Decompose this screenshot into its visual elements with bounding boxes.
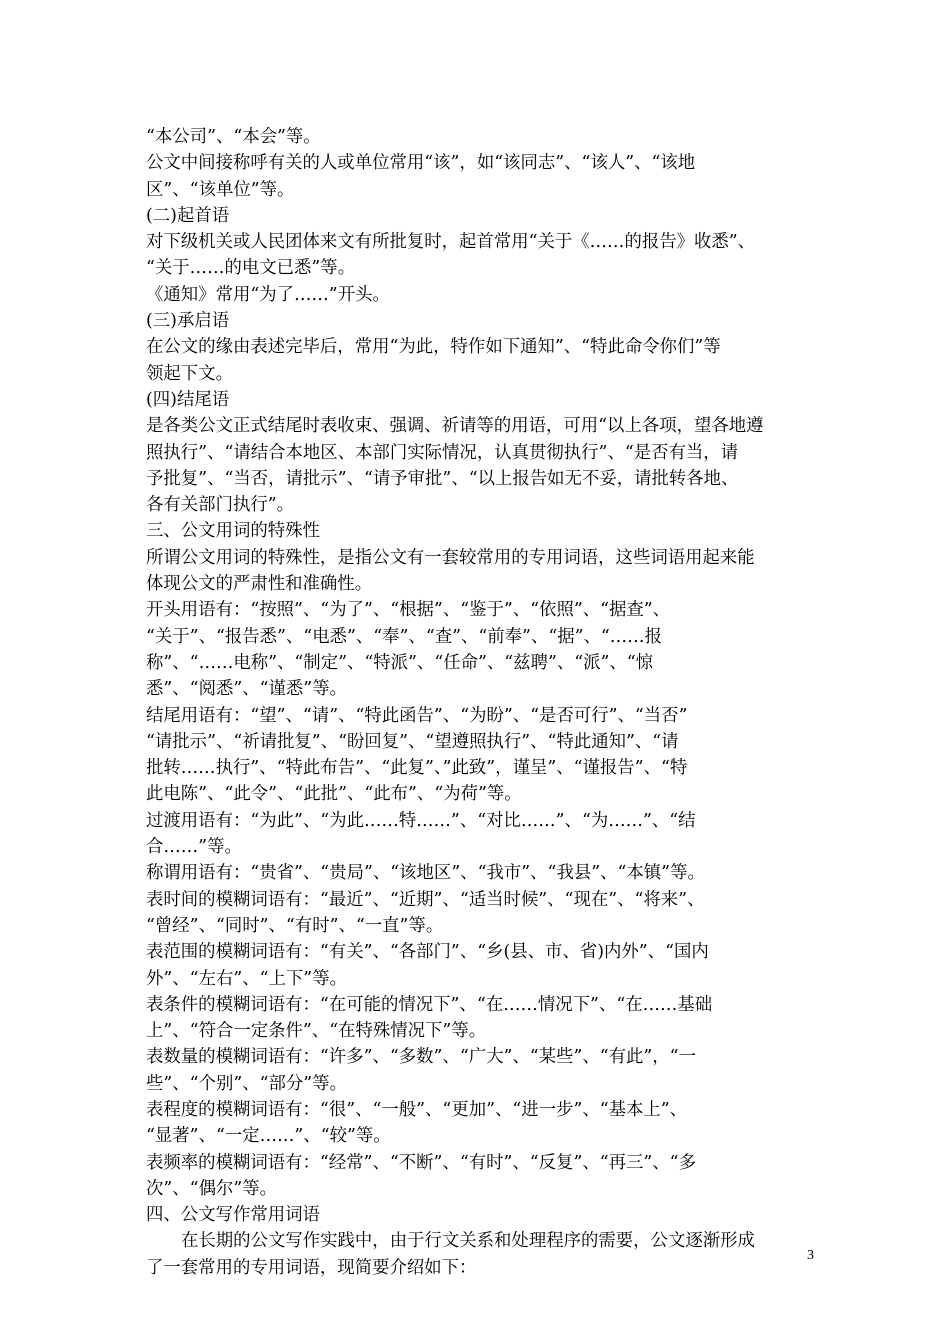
text-line: 对下级机关或人民团体来文有所批复时，起首常用“关于《……的报告》收悉”、 bbox=[146, 232, 756, 253]
text-line: 表数量的模糊词语有：“许多”、“多数”、“广大”、“某些”、“有此”，“一 bbox=[146, 1047, 696, 1068]
text-line: 些”、“个别”、“部分”等。 bbox=[146, 1073, 347, 1094]
body-text bbox=[146, 124, 812, 1281]
text-line: 称谓用语有：“贵省”、“贵局”、“该地区”、“我市”、“我县”、“本镇”等。 bbox=[146, 863, 705, 884]
text-line: 表程度的模糊词语有：“很”、“一般”、“更加”、“进一步”、“基本上”、 bbox=[146, 1099, 688, 1120]
text-line: 区”、“该单位”等。 bbox=[146, 179, 295, 200]
text-line: “关于”、“报告悉”、“电悉”、“奉”、“查”、“前奉”、“据”、“……报 bbox=[146, 626, 662, 647]
text-line: “曾经”、“同时”、“有时”、“一直”等。 bbox=[146, 915, 444, 936]
section-heading-changyongciyu: 四、公文写作常用词语 bbox=[146, 1205, 320, 1226]
section-heading-qishouyu: (二)起首语 bbox=[146, 205, 230, 226]
text-line: 在公文的缘由表述完毕后，常用“为此，特作如下通知”、“特此命令你们”等 bbox=[146, 337, 721, 358]
text-line-indented: 在长期的公文写作实践中，由于行文关系和处理程序的需要，公文逐渐形成 bbox=[181, 1231, 755, 1252]
text-line: 外”、“左右”、“上下”等。 bbox=[146, 968, 347, 989]
text-line: 结尾用语有：“望”、“请”、“特此函告”、“为盼”、“是否可行”、“当否” bbox=[146, 705, 688, 726]
text-line: 开头用语有：“按照”、“为了”、“根据”、“鉴于”、“依照”、“据查”、 bbox=[146, 600, 671, 621]
text-line: 各有关部门执行”。 bbox=[146, 495, 295, 516]
text-line: 称”、“……电称”、“制定”、“特派”、“任命”、“兹聘”、“派”、“惊 bbox=[146, 652, 654, 673]
text-line: 上”、“符合一定条件”、“在特殊情况下”等。 bbox=[146, 1021, 487, 1042]
text-line: 次”、“偶尔”等。 bbox=[146, 1178, 278, 1199]
text-line: “显著”、“一定……”、“较”等。 bbox=[146, 1126, 391, 1147]
text-line: 所谓公文用词的特殊性，是指公文有一套较常用的专用词语，这些词语用起来能 bbox=[146, 547, 755, 568]
text-line: 表范围的模糊词语有：“有关”、“各部门”、“乡(县、市、省)内外”、“国内 bbox=[146, 942, 709, 963]
text-line: 悉”、“阅悉”、“谨悉”等。 bbox=[146, 679, 347, 700]
text-line: “本公司”、“本会”等。 bbox=[146, 127, 321, 147]
text-line: “关于……的电文已悉”等。 bbox=[146, 258, 356, 279]
text-line: 领起下文。 bbox=[146, 363, 233, 384]
text-line: 体现公文的严肃性和准确性。 bbox=[146, 574, 373, 595]
text-line: 公文中间接称呼有关的人或单位常用“该”，如“该同志”、“该人”、“该地 bbox=[146, 153, 696, 174]
text-line: 表时间的模糊词语有：“最近”、“近期”、“适当时候”、“现在”、“将来”、 bbox=[146, 889, 705, 910]
text-line: 是各类公文正式结尾时表收束、强调、祈请等的用语，可用“以上各项，望各地遵 bbox=[146, 416, 764, 437]
text-line: 《通知》常用“为了……”开头。 bbox=[146, 284, 390, 305]
text-line: 表条件的模糊词语有：“在可能的情况下”、“在……情况下”、“在……基础 bbox=[146, 994, 713, 1015]
text-line: 合……”等。 bbox=[146, 837, 242, 858]
text-line: 批转……执行”、“特此布告”、“此复”、”此致”，谨呈”、“谨报告”、“特 bbox=[146, 758, 688, 779]
text-line: 过渡用语有：“为此”、“为此……特……”、“对比……”、“为……”、“结 bbox=[146, 810, 696, 831]
section-heading-jieweiyu: (四)结尾语 bbox=[146, 389, 230, 410]
text-line: 此电陈”、“此令”、“此批”、“此布”、“为荷”等。 bbox=[146, 784, 522, 805]
text-line: 表频率的模糊词语有：“经常”、“不断”、“有时”、“反复”、“再三”、“多 bbox=[146, 1152, 696, 1173]
page-number: 3 bbox=[807, 1248, 814, 1263]
text-line: “请批示”、“祈请批复”、“盼回复”、“望遵照执行”、“特此通知”、“请 bbox=[146, 731, 679, 752]
text-line: 予批复”、“当否，请批示”、“请予审批”、“以上报告如无不妥，请批转各地、 bbox=[146, 468, 739, 489]
section-heading-chengqiyu: (三)承启语 bbox=[146, 311, 230, 332]
text-line: 了一套常用的专用词语，现简要介绍如下： bbox=[146, 1257, 477, 1278]
section-heading-teshuxing: 三、公文用词的特殊性 bbox=[146, 521, 320, 542]
text-line: 照执行”、“请结合本地区、本部门实际情况，认真贯彻执行”、“是否有当，请 bbox=[146, 442, 739, 463]
